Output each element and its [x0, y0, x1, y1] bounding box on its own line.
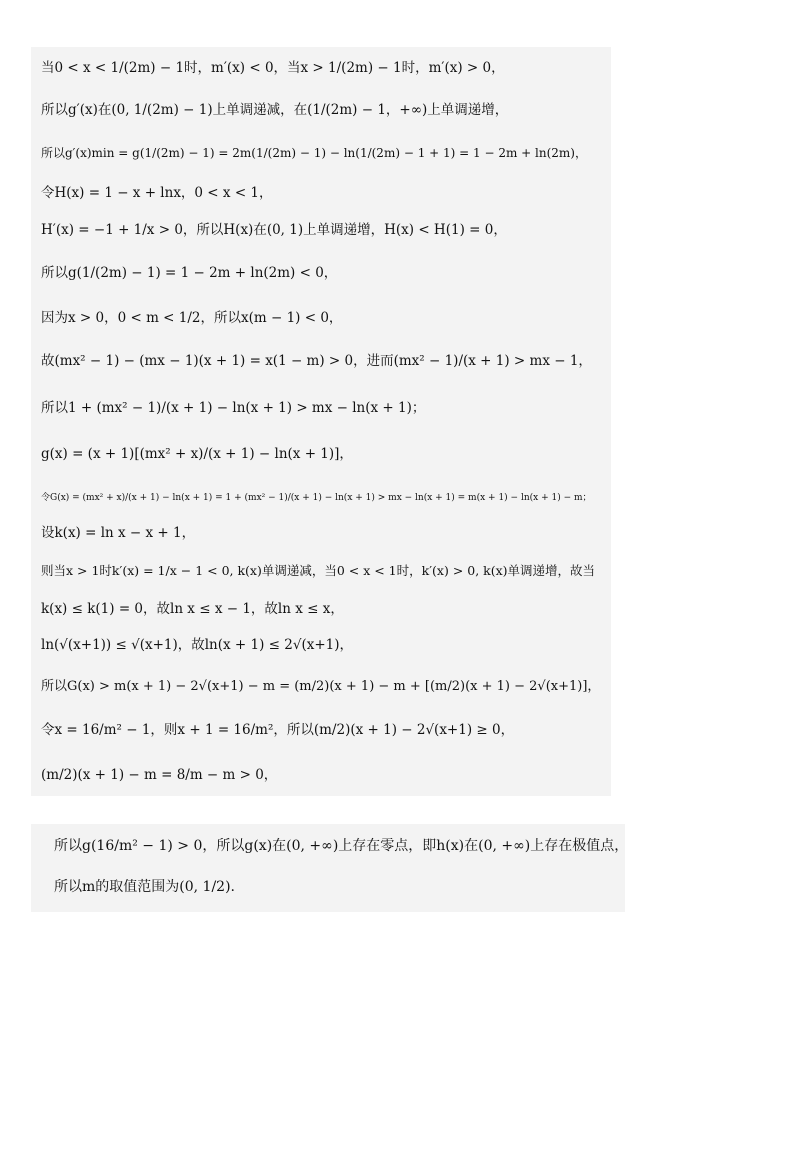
math-line: 所以g′(x)min = g(1/(2m) − 1) = 2m(1/(2m) − 1) − ln(1/(2m) − 1 + 1) = 1 − 2m + ln(2m)，	[41, 146, 587, 160]
math-line: (m/2)(x + 1) − m = 8/m − m > 0，	[41, 767, 278, 783]
solution-block-2	[31, 824, 629, 912]
math-line: 所以g(1/(2m) − 1) = 1 − 2m + ln(2m) < 0，	[41, 265, 338, 281]
math-line: ln(√(x+1)) ≤ √(x+1)，故ln(x + 1) ≤ 2√(x+1)，	[41, 637, 354, 653]
math-line: g(x) = (x + 1)[(mx² + x)/(x + 1) − ln(x + 1)]，	[41, 446, 353, 462]
math-line: 令G(x) = (mx² + x)/(x + 1) − ln(x + 1) = 1 + (mx² − 1)/(x + 1) − ln(x + 1) > mx − ln(x + 1) = m(x + 1) − ln(x + 1) − m；	[41, 493, 592, 503]
math-line: H′(x) = −1 + 1/x > 0，所以H(x)在(0, 1)上单调递增，H(x) < H(1) = 0，	[41, 222, 507, 238]
math-line: 因为x > 0，0 < m < 1/2，所以x(m − 1) < 0，	[41, 310, 343, 326]
math-line: 所以g(16/m² − 1) > 0，所以g(x)在(0, +∞)上存在零点，即h(x)在(0, +∞)上存在极值点，	[54, 838, 629, 854]
math-line: 故(mx² − 1) − (mx − 1)(x + 1) = x(1 − m) > 0，进而(mx² − 1)/(x + 1) > mx − 1，	[41, 353, 592, 369]
math-line: 令x = 16/m² − 1，则x + 1 = 16/m²，所以(m/2)(x + 1) − 2√(x+1) ≥ 0，	[41, 722, 515, 738]
math-line: 则当x > 1时k′(x) = 1/x − 1 < 0, k(x)单调递减，当0 < x < 1时，k′(x) > 0, k(x)单调递增，故当	[41, 563, 596, 578]
math-line: 当0 < x < 1/(2m) − 1时，m′(x) < 0，当x > 1/(2m) − 1时，m′(x) > 0，	[41, 60, 505, 76]
math-line: 所以m的取值范围为(0, 1/2).	[54, 879, 235, 895]
math-line: 所以G(x) > m(x + 1) − 2√(x+1) − m = (m/2)(x + 1) − m + [(m/2)(x + 1) − 2√(x+1)]，	[41, 679, 601, 694]
math-line: 所以1 + (mx² − 1)/(x + 1) − ln(x + 1) > mx − ln(x + 1)；	[41, 400, 426, 416]
math-line: 令H(x) = 1 − x + lnx，0 < x < 1，	[41, 185, 273, 201]
solution-block-1	[31, 47, 611, 796]
math-line: k(x) ≤ k(1) = 0，故ln x ≤ x − 1，故ln x ≤ x，	[41, 601, 344, 617]
math-line: 所以g′(x)在(0, 1/(2m) − 1)上单调递减，在(1/(2m) − 1，+∞)上单调递增，	[41, 102, 509, 118]
math-line: 设k(x) = ln x − x + 1，	[41, 525, 196, 541]
